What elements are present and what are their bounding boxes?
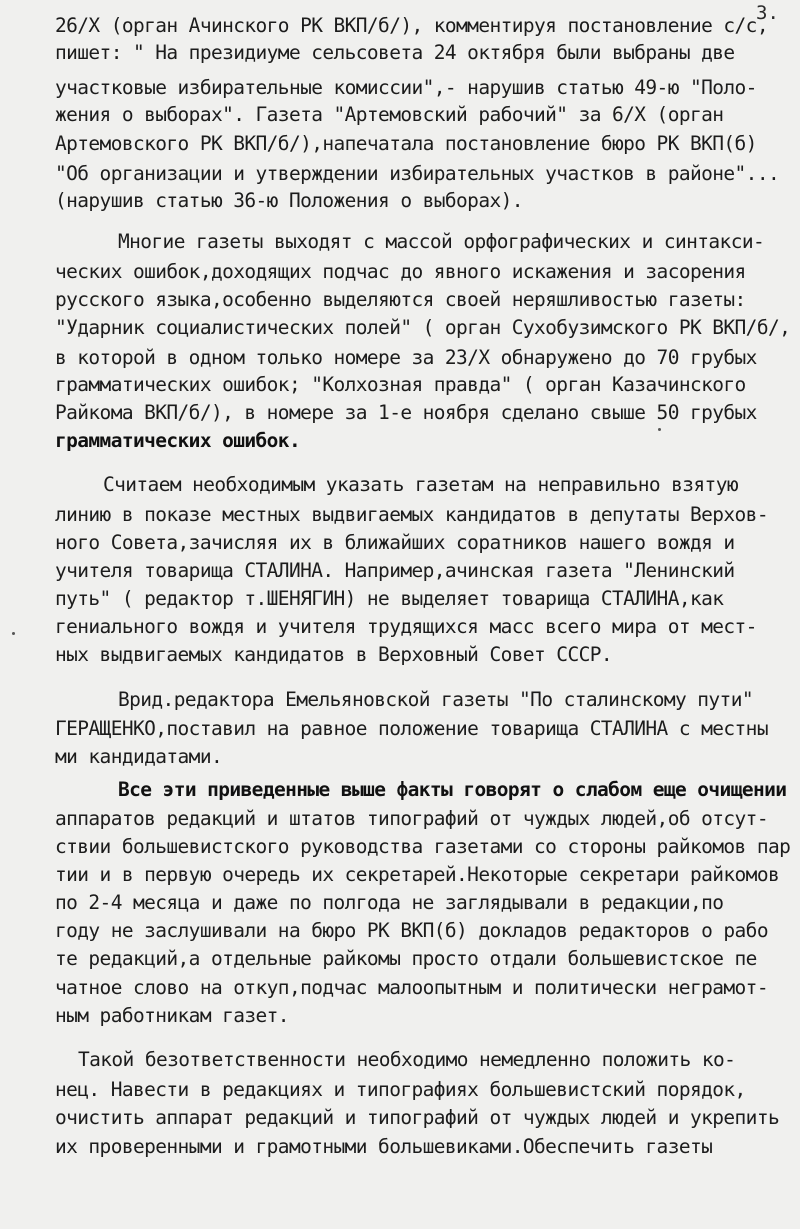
text-line: участковые избирательные комиссии",- нарушив статью 49-ю "Поло- (55, 76, 757, 99)
text-line: "Об организации и утверждении избирательных участков в районе"... (55, 162, 780, 185)
text-line: 26/X (орган Ачинского РК ВКП/б/), комментируя постановление с/с, (55, 14, 768, 37)
text-line: нец. Навести в редакциях и типографиях большевистский порядок, (55, 1078, 746, 1101)
text-line: грамматических ошибок; "Колхозная правда" ( орган Казачинского (55, 373, 746, 396)
text-line: ных выдвигаемых кандидатов в Верховный Совет СССР. (55, 643, 612, 666)
text-line: чатное слово на откуп,подчас малоопытным и политически неграмот- (55, 976, 768, 999)
text-line: тии и в первую очередь их секретарей.Некоторые секретари райкомов (55, 863, 780, 886)
text-line: очистить аппарат редакций и типографий от чуждых людей и укрепить (55, 1106, 780, 1129)
text-line: грамматических ошибок. (55, 429, 301, 452)
text-line: гениального вождя и учителя трудящихся масс всего мира от мест- (55, 615, 757, 638)
text-line: по 2-4 месяца и даже по полгода не заглядывали в редакции,по (55, 891, 724, 914)
text-line: Все эти приведенные выше факты говорят о слабом еще очищении (118, 778, 787, 801)
text-line: (нарушив статью 36-ю Положения о выборах). (55, 189, 523, 212)
text-line: Такой безответственности необходимо немедленно положить ко- (78, 1048, 736, 1071)
text-line: ствии большевистского руководства газетами со стороны райкомов пар (55, 835, 791, 858)
text-line: в которой в одном только номере за 23/Х обнаружено до 70 грубых (55, 346, 757, 369)
text-line: ГЕРАЩЕНКО,поставил на равное положение товарища СТАЛИНА с местны (55, 717, 768, 740)
text-line: Считаем необходимым указать газетам на неправильно взятую (103, 473, 738, 496)
text-line: линию в показе местных выдвигаемых кандидатов в депутаты Верхов- (55, 503, 768, 526)
text-line: аппаратов редакций и штатов типографий от чуждых людей,об отсут- (55, 807, 768, 830)
text-line: ческих ошибок,доходящих подчас до явного искажения и засорения (55, 260, 746, 283)
page-number: 3. (756, 2, 779, 24)
text-line: "Ударник социалистических полей" ( орган Сухобузимского РК ВКП/б/, (55, 316, 791, 339)
text-line: Врид.редактора Емельяновской газеты "По сталинскому пути" (118, 688, 753, 711)
text-line: жения о выборах". Газета "Артемовский рабочий" за 6/Х (орган (55, 103, 724, 126)
text-line: пишет: " На президиуме сельсовета 24 октября были выбраны две (55, 41, 735, 64)
text-line: учителя товарища СТАЛИНА. Например,ачинская газета "Ленинский (55, 559, 735, 582)
text-line: те редакций,а отдельные райкомы просто отдали большевистское пе (55, 947, 757, 970)
text-line: ми кандидатами. (55, 745, 223, 768)
text-line: путь" ( редактор т.ШЕНЯГИН) не выделяет товарища СТАЛИНА,как (55, 587, 724, 610)
scan-speck (658, 428, 661, 431)
text-line: их проверенными и грамотными большевиками.Обеспечить газеты (55, 1135, 713, 1158)
text-line: году не заслушивали на бюро РК ВКП(б) докладов редакторов о рабо (55, 919, 768, 942)
text-line: Артемовского РК ВКП/б/),напечатала постановление бюро РК ВКП(б) (55, 132, 757, 155)
text-line: русского языка,особенно выделяются своей неряшливостью газеты: (55, 288, 746, 311)
text-line: Райкома ВКП/б/), в номере за 1-е ноября сделано свыше 50 грубых (55, 401, 757, 424)
text-line: Многие газеты выходят с массой орфографических и синтакси- (118, 230, 765, 253)
text-line: ного Совета,зачисляя их в ближайших соратников нашего вождя и (55, 531, 735, 554)
scan-speck (12, 632, 15, 635)
text-line: ным работникам газет. (55, 1004, 289, 1027)
